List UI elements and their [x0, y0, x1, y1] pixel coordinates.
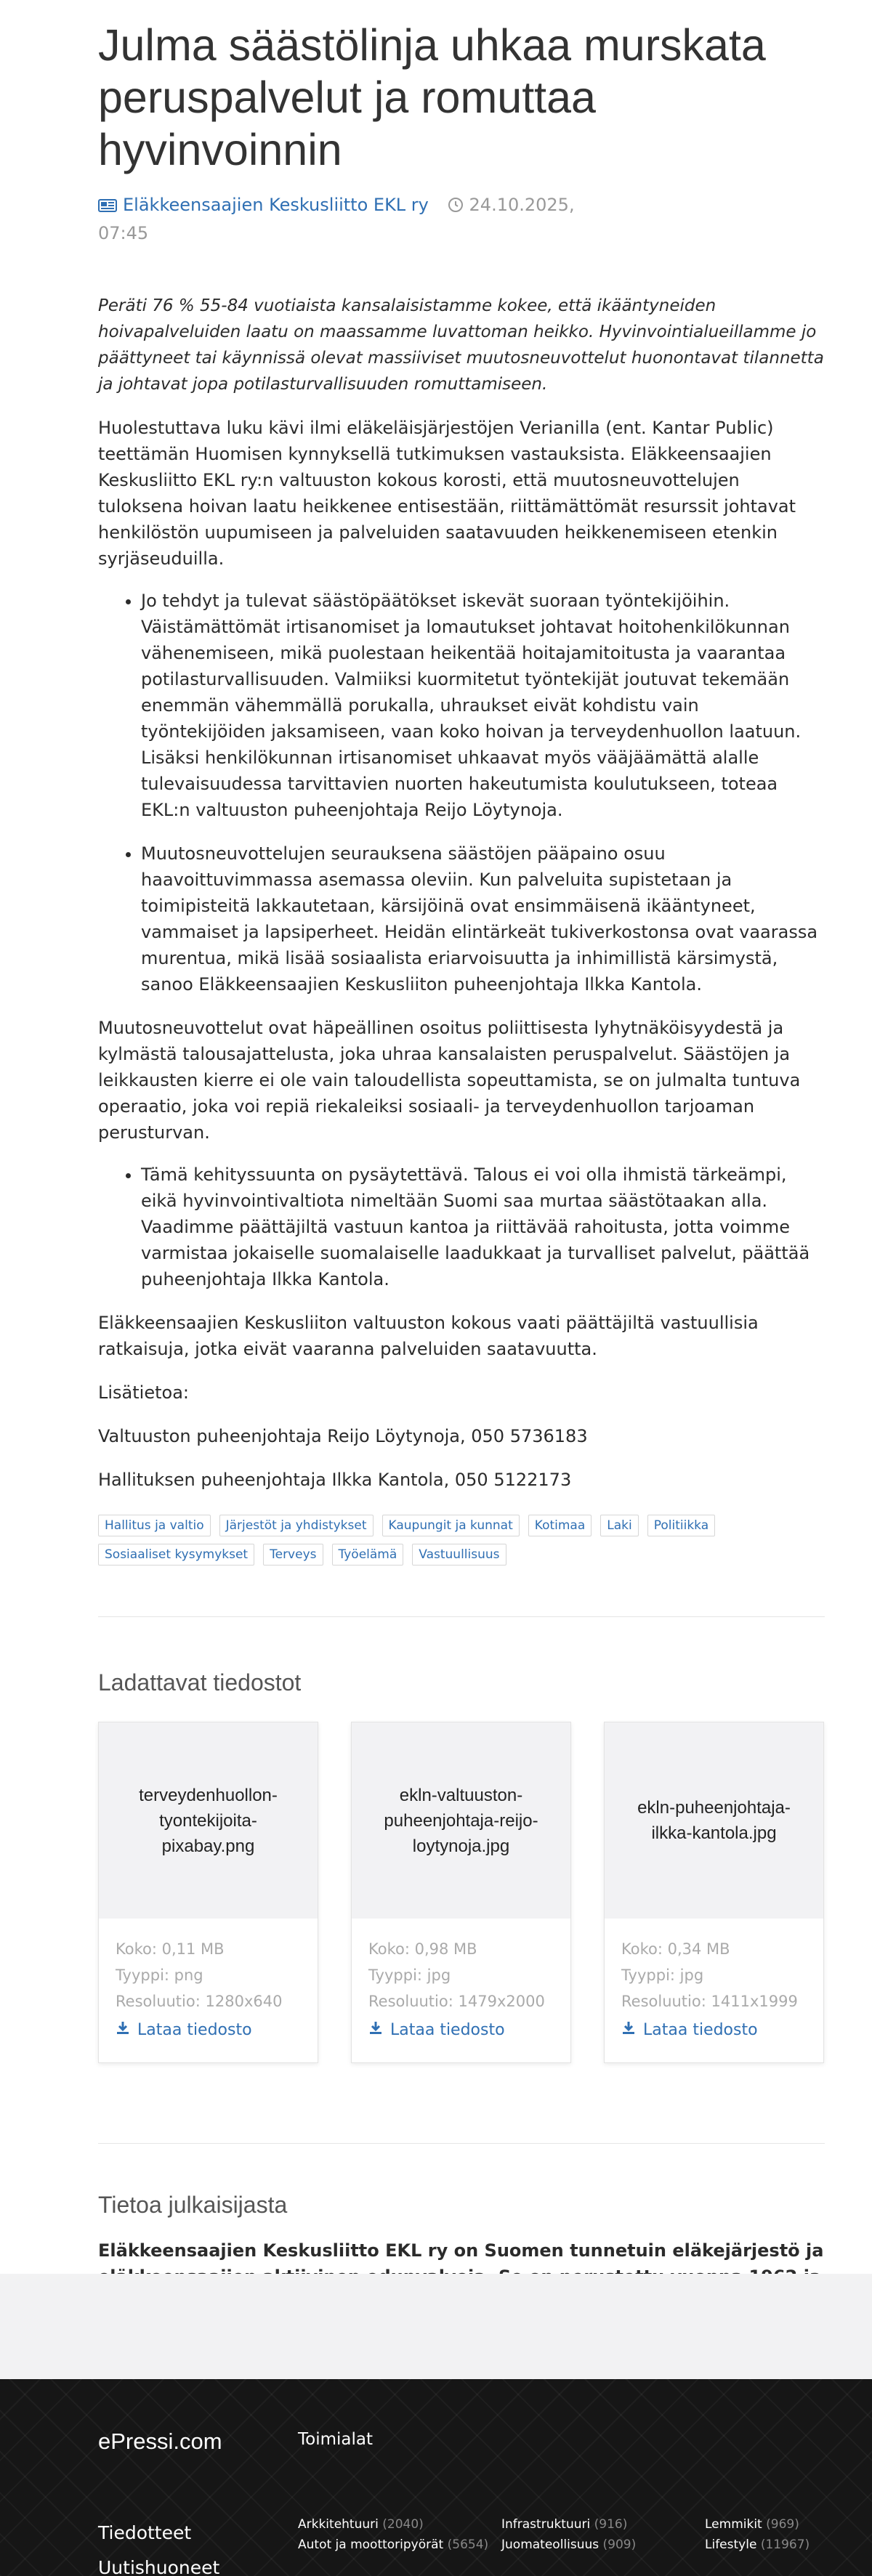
- type-label: Tyyppi:: [116, 1967, 169, 1984]
- footer-logo[interactable]: ePressi.com: [98, 2429, 222, 2454]
- body-paragraph: Muutosneuvottelut ovat häpeällinen osoitus poliittisesta lyhytnäköisyydestä ja kylmästä talousajattelusta, joka uhraa kansalaisten peruspalvelut. Säästöjen ja leikkausten kierre ei ole vain taloudellista sopeuttamista, se on julmalta tuntuva operaatio, joka voi repiä riekaleiksi sosiaali- ja terveydenhuollon tarjoaman perusturvan.: [98, 1018, 801, 1143]
- publisher-heading: Tietoa julkaisijasta: [98, 2192, 288, 2218]
- file-info: [99, 1919, 318, 2061]
- category-count: (5654): [447, 2537, 489, 2552]
- tag-link[interactable]: Hallitus ja valtio: [98, 1515, 211, 1536]
- resolution-label: Resoluutio:: [116, 1993, 201, 2010]
- article-meta: [98, 192, 825, 246]
- file-preview[interactable]: terveydenhuollon-tyontekijoita-pixabay.png: [99, 1722, 318, 1919]
- size-label: Koko:: [368, 1940, 410, 1958]
- file-size: 0,98 MB: [414, 1940, 477, 1958]
- file-size: 0,34 MB: [667, 1940, 730, 1958]
- file-preview[interactable]: ekln-valtuuston-puheenjohtaja-reijo-loytynoja.jpg: [352, 1722, 570, 1919]
- category-link[interactable]: [705, 2537, 850, 2552]
- page-title: Julma säästölinja uhkaa murskata peruspalvelut ja romuttaa hyvinvoinnin: [98, 20, 766, 174]
- file-info: [352, 1919, 570, 2061]
- category-link[interactable]: [501, 2537, 705, 2552]
- quote-list: [98, 588, 825, 997]
- category-name: Infrastruktuuri: [501, 2517, 591, 2532]
- downloads-heading: Ladattavat tiedostot: [98, 1669, 302, 1696]
- category-link[interactable]: [705, 2517, 850, 2532]
- tag-link[interactable]: Politiikka: [647, 1515, 715, 1536]
- type-label: Tyyppi:: [621, 1967, 675, 1984]
- divider: [98, 2143, 825, 2144]
- divider: [98, 1616, 825, 1617]
- list-item: • Jo tehdyt ja tulevat säästöpäätökset iskevät suoraan työntekijöihin. Väistämättömät irtisanomiset ja lomautukset johtavat hoitohenkilökunnan vähenemiseen, mikä puolestaan heikentää hoitajamitoitusta ja vaarantaa potilasturvallisuuden. Valmiiksi kuormitetut työntekijät joutuvat tekemään enemmän vähemmällä porukalla, uhraukset eivät kohdistu vain työntekijöiden jaksamiseen, vaan koko hoivan ja terveydenhuollon laatuun. Lisäksi henkilökunnan irtisanomiset uhkaavat myös vääjäämättä alalle tulevaisuudessa tarvittavien nuorten hakeutumista koulutukseen, toteaa EKL:n valtuuston puheenjohtaja Reijo Löytynoja.: [141, 588, 825, 823]
- body-paragraph: Huolestuttava luku kävi ilmi eläkeläisjärjestöjen Verianilla (ent. Kantar Public) teettämän Huomisen kynnyksellä tutkimuksen vastauksista. Eläkkeensaajien Keskusliitto EKL ry:n valtuuston kokous korosti, että muutosneuvottelujen tuloksena hoivan laatu heikkenee entisestään, riittämättömät resurssit johtavat henkilöstön uupumiseen ja palveluiden saatavuuden heikkenemiseen etenkin syrjäseuduilla.: [98, 418, 796, 569]
- tag-list: [98, 1515, 818, 1566]
- footer-nav-tiedotteet[interactable]: Tiedotteet: [98, 2522, 192, 2543]
- footer-nav-uutishuoneet[interactable]: Uutishuoneet: [98, 2557, 220, 2576]
- list-item: • Tämä kehityssuunta on pysäytettävä. Talous ei voi olla ihmistä tärkeämpi, eikä hyvinvointivaltiota nimeltään Suomi saa murtaa säästötaakan alla. Vaadimme päättäjiltä vastuun kantoa ja riittävää rahoitusta, jotta voimme varmistaa jokaiselle suomalaiselle laadukkaat ja turvalliset palvelut, päättää puheenjohtaja Ilkka Kantola.: [141, 1162, 825, 1292]
- category-link[interactable]: [298, 2517, 501, 2532]
- download-cards: [98, 1722, 825, 2063]
- download-button[interactable]: [116, 2017, 301, 2044]
- category-name: Lifestyle: [705, 2537, 757, 2552]
- contact-line: Valtuuston puheenjohtaja Reijo Löytynoja, 050 5736183: [98, 1426, 588, 1446]
- spacer-band: [0, 2274, 872, 2379]
- article: [98, 0, 825, 2342]
- download-button[interactable]: [621, 2017, 807, 2044]
- download-label: Lataa tiedosto: [390, 2021, 505, 2039]
- download-card: [604, 1722, 824, 2063]
- site-footer: [0, 2379, 872, 2576]
- category-count: (2040): [382, 2517, 424, 2532]
- publish-date: 24.10.2025,: [469, 195, 575, 215]
- file-info: [605, 1919, 823, 2061]
- category-link[interactable]: [298, 2537, 501, 2552]
- newsroom-icon: [98, 194, 117, 220]
- tag-link[interactable]: Terveys: [263, 1544, 323, 1566]
- file-resolution: 1411x1999: [711, 1993, 798, 2010]
- download-icon: [368, 2017, 383, 2044]
- category-name: Autot ja moottoripyörät: [298, 2537, 444, 2552]
- footer-categories: [298, 2517, 850, 2552]
- publisher-link[interactable]: Eläkkeensaajien Keskusliitto EKL ry: [123, 195, 429, 215]
- article-body: [98, 415, 825, 1493]
- contact-line: Hallituksen puheenjohtaja Ilkka Kantola, 050 5122173: [98, 1470, 572, 1490]
- file-type: jpg: [427, 1967, 451, 1984]
- download-card: [98, 1722, 318, 2063]
- category-name: Lemmikit: [705, 2517, 762, 2532]
- category-count: (916): [594, 2517, 628, 2532]
- size-label: Koko:: [621, 1940, 663, 1958]
- download-icon: [621, 2017, 636, 2044]
- tag-link[interactable]: Sosiaaliset kysymykset: [98, 1544, 254, 1566]
- download-label: Lataa tiedosto: [137, 2021, 252, 2039]
- clock-icon: [448, 194, 464, 220]
- download-label: Lataa tiedosto: [643, 2021, 758, 2039]
- body-paragraph: Eläkkeensaajien Keskusliiton valtuuston kokous vaati päättäjiltä vastuullisia ratkaisuja, jotka eivät vaaranna palveluiden saatavuutta.: [98, 1313, 759, 1359]
- tag-link[interactable]: Vastuullisuus: [412, 1544, 506, 1566]
- category-count: (969): [766, 2517, 799, 2532]
- body-paragraph: Lisätietoa:: [98, 1382, 189, 1403]
- size-label: Koko:: [116, 1940, 157, 1958]
- resolution-label: Resoluutio:: [368, 1993, 453, 2010]
- publisher-text: Eläkkeensaajien Keskusliitto EKL ry on Suomen tunnetuin eläkejärjestö ja: [98, 2240, 824, 2261]
- download-icon: [116, 2017, 130, 2044]
- file-size: 0,11 MB: [161, 1940, 225, 1958]
- footer-nav: [98, 2516, 219, 2576]
- list-item: • Muutosneuvottelujen seurauksena säästöjen pääpaino osuu haavoittuvimmassa asemassa oleviin. Kun palveluita supistetaan ja toimipisteitä lakkautetaan, kärsijöinä ovat ensimmäisenä ikääntyneet, vammaiset ja lapsiperheet. Heidän elintärkeät tukiverkostonsa ovat vaarassa murentua, mikä lisää sosiaalista eriarvoisuutta ja inhimillistä kärsimystä, sanoo Eläkkeensaajien Keskusliiton puheenjohtaja Ilkka Kantola.: [141, 841, 825, 997]
- type-label: Tyyppi:: [368, 1967, 422, 1984]
- resolution-label: Resoluutio:: [621, 1993, 706, 2010]
- file-type: png: [174, 1967, 203, 1984]
- category-count: (909): [602, 2537, 637, 2552]
- category-name: Juomateollisuus: [501, 2537, 600, 2552]
- quote-list: [98, 1162, 825, 1292]
- category-count: (11967): [760, 2537, 810, 2552]
- file-resolution: 1479x2000: [458, 1993, 545, 2010]
- file-resolution: 1280x640: [205, 1993, 283, 2010]
- footer-sections-title: Toimialat: [298, 2430, 373, 2449]
- lead-paragraph: Peräti 76 % 55-84 vuotiaista kansalaisistamme kokee, että ikääntyneiden hoivapalveluiden laatu on maassamme luvattoman heikko. Hyvinvointialueillamme jo päättyneet tai käynnissä olevat massiiviset muutosneuvottelut huonontavat tilannetta ja johtavat jopa potilasturvallisuuden romuttamiseen.: [98, 296, 824, 394]
- tag-link[interactable]: Järjestöt ja yhdistykset: [219, 1515, 374, 1536]
- category-link[interactable]: [501, 2517, 705, 2532]
- tag-link[interactable]: Kaupungit ja kunnat: [382, 1515, 520, 1536]
- file-type: jpg: [679, 1967, 704, 1984]
- file-preview[interactable]: ekln-puheenjohtaja-ilkka-kantola.jpg: [605, 1722, 823, 1919]
- download-button[interactable]: [368, 2017, 554, 2044]
- tag-link[interactable]: Kotimaa: [528, 1515, 592, 1536]
- download-card: [351, 1722, 571, 2063]
- category-name: Arkkitehtuuri: [298, 2517, 379, 2532]
- publish-time: 07:45: [98, 223, 149, 243]
- tag-link[interactable]: Työelämä: [332, 1544, 404, 1566]
- tag-link[interactable]: Laki: [600, 1515, 638, 1536]
